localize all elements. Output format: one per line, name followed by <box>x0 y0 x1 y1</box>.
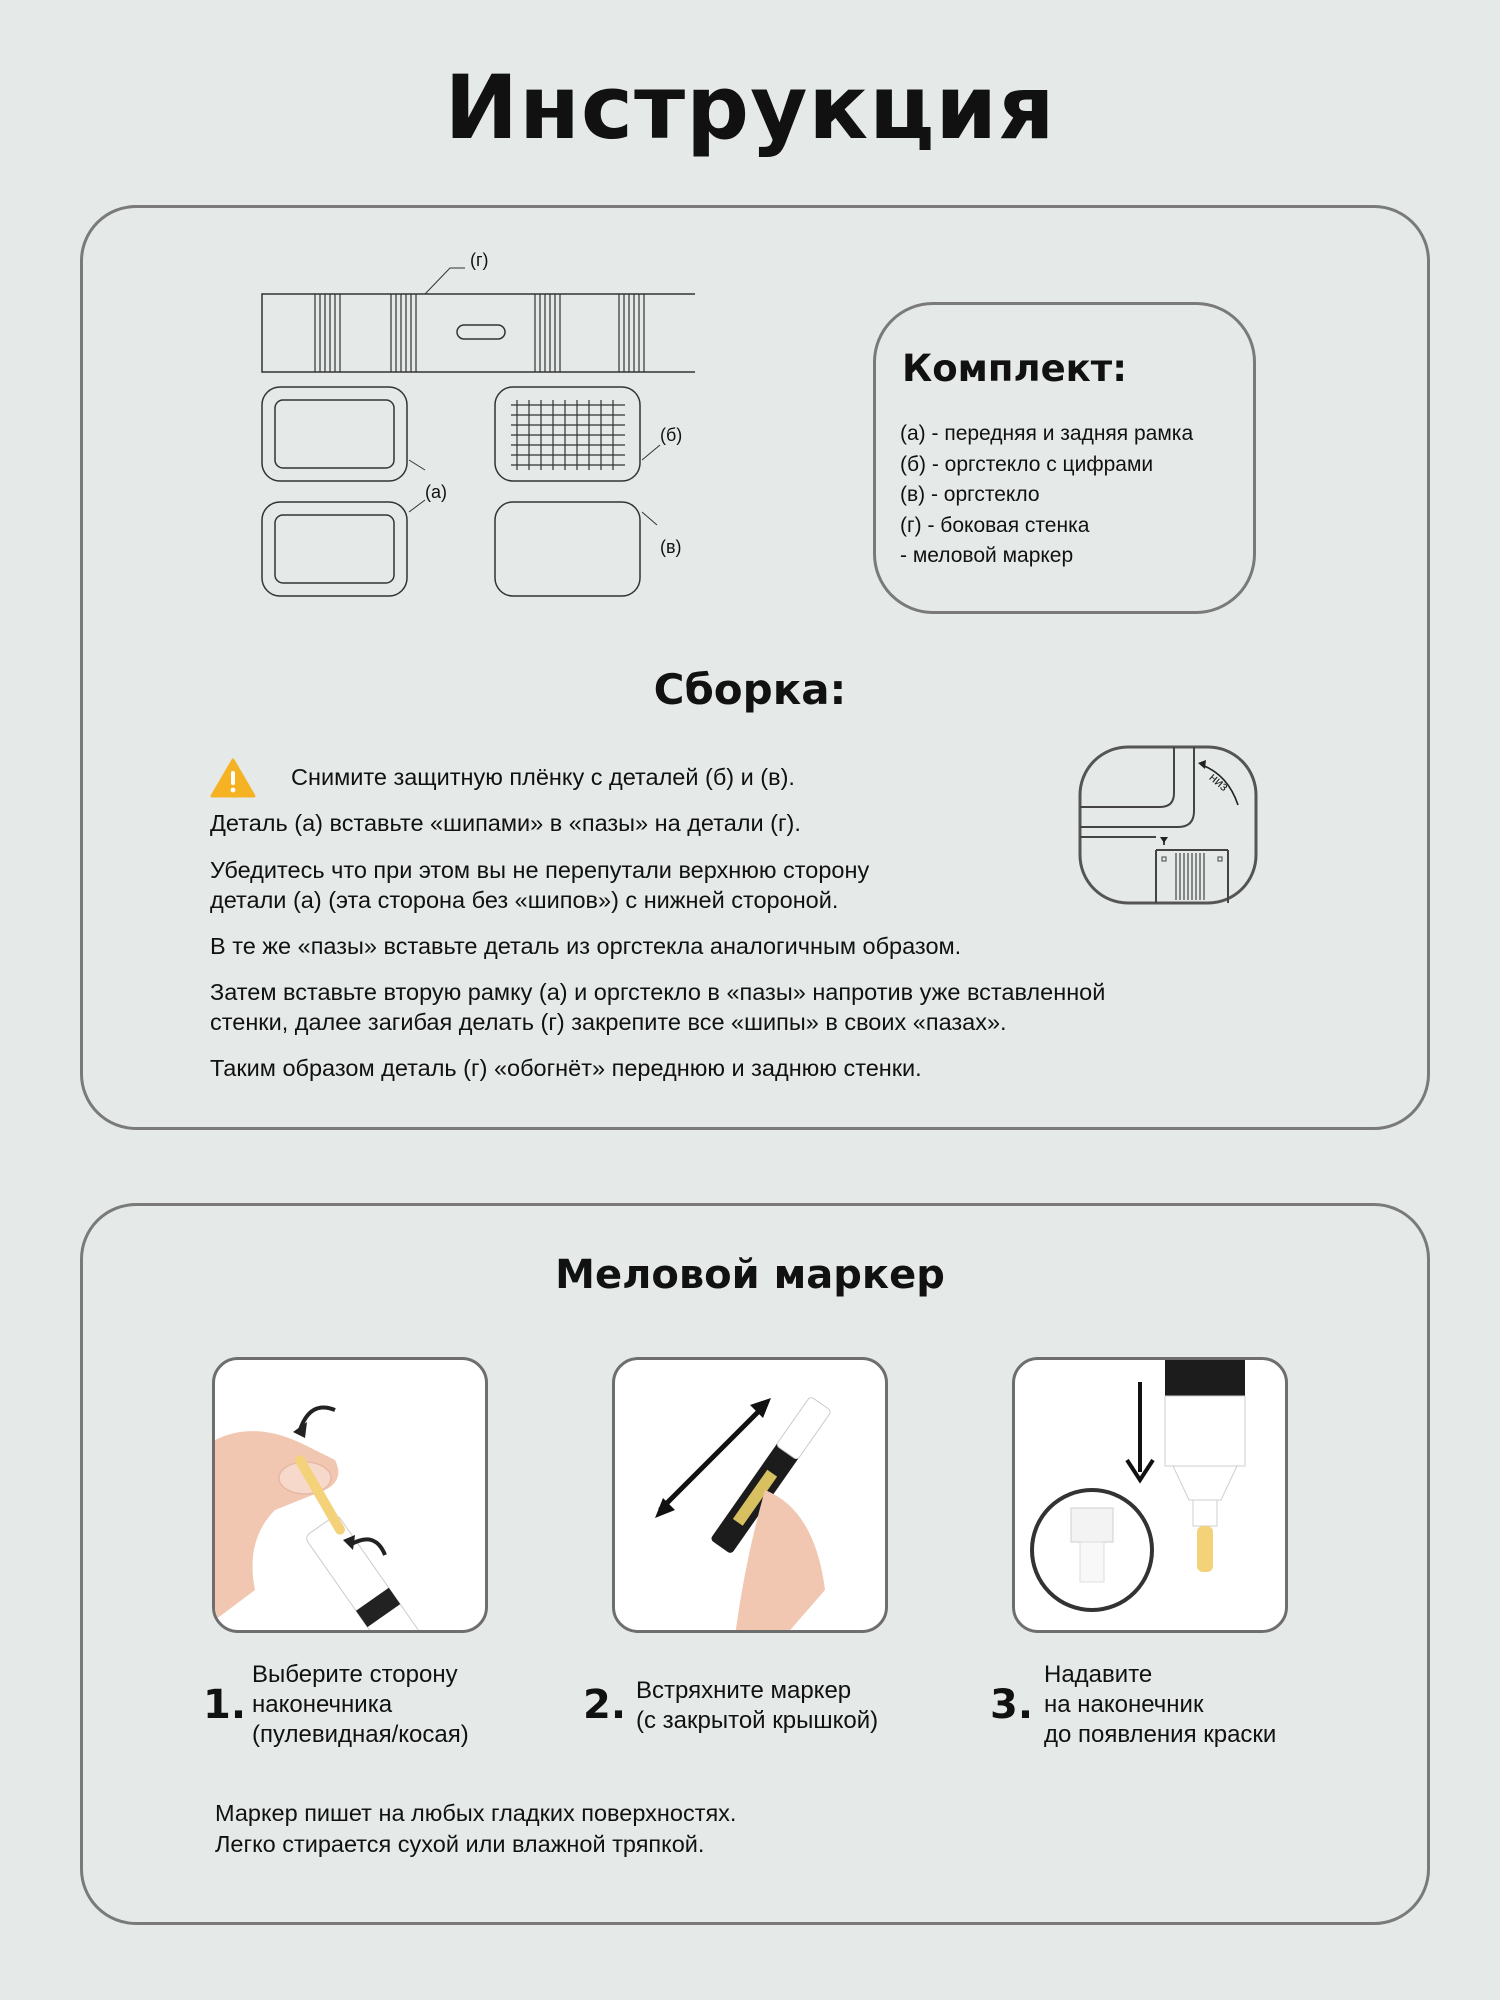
assembly-step: Деталь (а) вставьте «шипами» в «пазы» на детали (г). <box>210 810 801 836</box>
marker-title: Меловой маркер <box>555 1252 945 1298</box>
side-wall-part <box>262 294 695 372</box>
kit-title: Комплект: <box>902 347 1128 390</box>
corner-detail-diagram <box>1078 745 1258 905</box>
assembly-step: Затем вставьте вторую рамку (а) и оргстекло в «пазы» напротив уже вставленной <box>210 979 1106 1005</box>
warning-text: Снимите защитную плёнку с деталей (б) и (в). <box>291 764 795 790</box>
step-line: на наконечник <box>1044 1691 1204 1718</box>
front-frame-part <box>262 387 407 481</box>
marker-note: Легко стирается сухой или влажной тряпкой. <box>215 1831 705 1857</box>
back-frame-part <box>262 502 407 596</box>
marker-note: Маркер пишет на любых гладких поверхностях. <box>215 1800 737 1826</box>
photo-choose-tip <box>212 1357 488 1633</box>
parts-diagram <box>255 250 695 600</box>
kit-list <box>900 419 1193 572</box>
plain-glass-part <box>495 502 640 596</box>
label-a: (а) <box>425 482 447 502</box>
step-text <box>252 1660 469 1750</box>
assembly-step: Убедитесь что при этом вы не перепутали верхнюю сторону <box>210 857 870 883</box>
step-line: (с закрытой крышкой) <box>636 1707 879 1734</box>
step-number: 2. <box>583 1682 627 1728</box>
kit-box <box>873 302 1256 614</box>
step-number: 3. <box>990 1682 1034 1728</box>
step-number: 1. <box>203 1682 247 1728</box>
warning-icon <box>210 758 256 798</box>
step-line: до появления краски <box>1044 1721 1277 1748</box>
step-line: Надавите <box>1044 1661 1153 1688</box>
niz-label: низ <box>1206 769 1232 794</box>
step-text <box>1044 1660 1276 1750</box>
step-line: наконечника <box>252 1691 393 1718</box>
label-g: (г) <box>470 250 489 270</box>
kit-item: - меловой маркер <box>900 544 1074 567</box>
label-b: (б) <box>660 425 683 445</box>
step-line: Выберите сторону <box>252 1661 458 1688</box>
step-line: (пулевидная/косая) <box>252 1721 469 1748</box>
assembly-title: Сборка: <box>653 665 847 714</box>
step-text <box>636 1676 878 1736</box>
kit-item: (г) - боковая стенка <box>900 513 1090 537</box>
kit-item: (б) - оргстекло с цифрами <box>900 452 1154 476</box>
kit-item: (в) - оргстекло <box>900 483 1040 506</box>
kit-item: (а) - передняя и задняя рамка <box>900 422 1194 445</box>
label-v: (в) <box>660 537 682 557</box>
assembly-step: В те же «пазы» вставьте деталь из оргстекла аналогичным образом. <box>210 933 962 959</box>
assembly-step: стенки, далее загибая делать (г) закрепите все «шипы» в своих «пазах». <box>210 1009 1007 1035</box>
page-title: Инструкция <box>444 56 1056 159</box>
photo-shake-marker <box>612 1357 888 1633</box>
photo-press-tip <box>1012 1357 1288 1633</box>
assembly-step: Таким образом деталь (г) «обогнёт» переднюю и заднюю стенки. <box>210 1055 922 1081</box>
assembly-step: детали (а) (эта сторона без «шипов») с нижней стороной. <box>210 887 839 913</box>
step-line: Встряхните маркер <box>636 1677 852 1704</box>
